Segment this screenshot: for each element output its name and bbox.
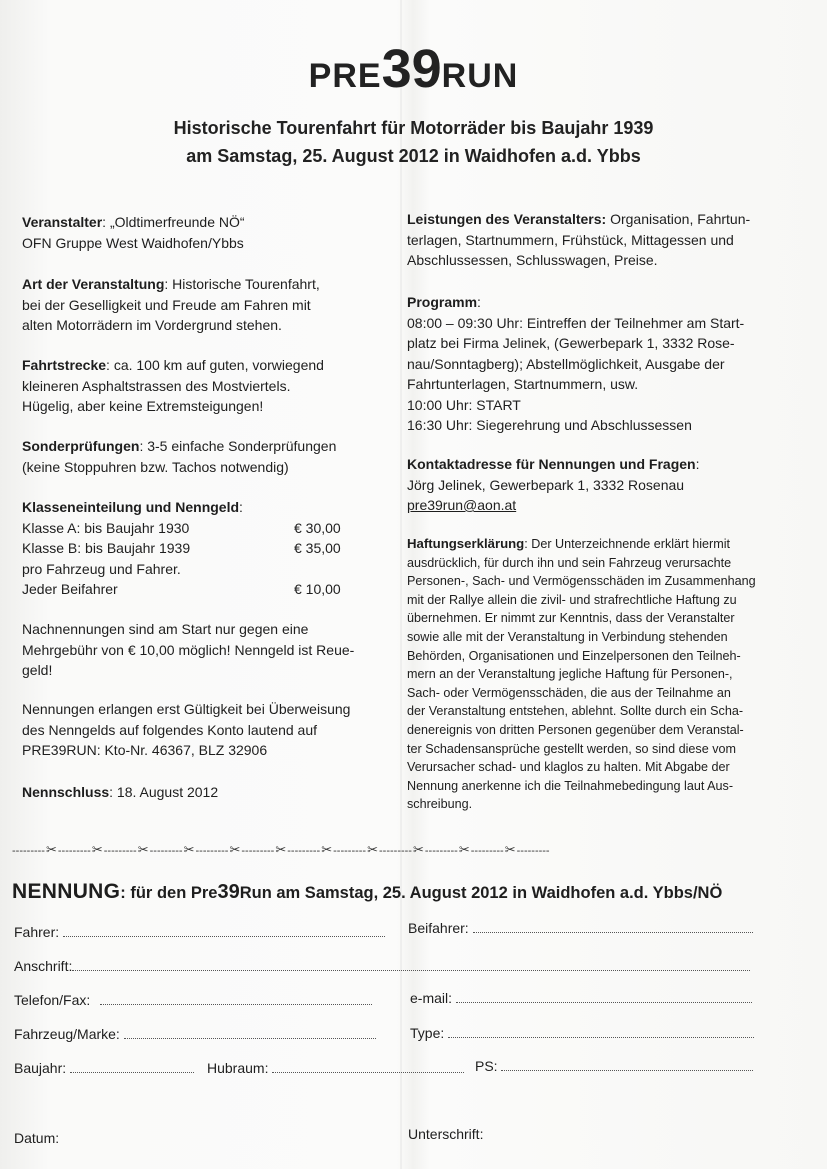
programm-label: Programm	[407, 294, 478, 310]
paper-fold	[400, 0, 402, 1169]
scissors-icon: ✂	[504, 842, 516, 856]
form-title-39: 39	[217, 881, 240, 903]
fahrzeug-field[interactable]	[14, 1026, 376, 1042]
scissors-icon: ✂	[367, 842, 378, 856]
ps-label: PS:	[475, 1058, 498, 1074]
art-label: Art der Veranstaltung	[22, 276, 165, 292]
klasse-b: Klasse B: bis Baujahr 1939	[22, 540, 191, 556]
strecke-block	[22, 355, 392, 417]
brand-39: 39	[381, 39, 442, 99]
scissors-icon: ✂	[458, 842, 470, 856]
haftung-line: Sach- oder Vermögensschäden, die aus der Teilnahme an	[407, 685, 731, 700]
art-text-2: bei der Geselligkeit und Freude am Fahren mit	[22, 296, 311, 313]
strecke-text-2: kleineren Asphaltstrassen des Mostviertels.	[22, 377, 291, 394]
kontakt-block	[407, 454, 807, 516]
haftung-line: übernehmen. Er nimmt zur Kenntnis, dass der Veranstalter	[407, 611, 735, 626]
kontakt-address: Jörg Jelinek, Gewerbepark 1, 3332 Rosenau	[407, 476, 685, 493]
strecke-text-1: : ca. 100 km auf guten, vorwiegend	[106, 357, 324, 373]
beifahrer-field[interactable]	[408, 920, 753, 936]
programm-line-4: Fahrtunterlagen, Startnummern, usw.	[407, 376, 639, 392]
scissors-icon: ✂	[91, 842, 103, 856]
fahrer-label: Fahrer:	[14, 924, 60, 940]
ps-input-line[interactable]	[501, 1058, 753, 1071]
schluss-label: Nennschluss	[22, 784, 110, 800]
fahrzeug-label: Fahrzeug/Marke:	[14, 1026, 120, 1042]
telefon-field[interactable]	[14, 992, 372, 1008]
schluss-text: : 18. August 2012	[109, 784, 219, 800]
form-title-part-1: : für den Pre	[120, 884, 218, 902]
left-column	[22, 212, 392, 253]
cut-line: ---------✂---------✂---------✂---------✂---------✂---------✂---------✂---------✂---------✂---------✂---------✂---------	[12, 842, 550, 856]
leistungen-label: Leistungen des Veranstalters:	[407, 211, 607, 227]
veranstalter-label: Veranstalter	[22, 214, 103, 230]
price-beifahrer: € 10,00	[294, 581, 341, 597]
scissors-icon: ✂	[45, 842, 57, 856]
sonder-text-2: (keine Stoppuhren bzw. Tachos notwendig)	[22, 458, 289, 475]
nach-text-3: geld!	[22, 662, 53, 678]
beifahrer-input-line[interactable]	[473, 920, 753, 933]
hubraum-field[interactable]	[207, 1060, 464, 1076]
email-label: e-mail:	[410, 990, 453, 1006]
subtitle-line-1: Historische Tourenfahrt für Motorräder bis Baujahr 1939	[173, 118, 654, 138]
gueltig-text-2: des Nenngelds auf folgendes Konto lautend auf	[22, 721, 318, 738]
form-title-main: NENNUNG	[12, 880, 121, 903]
haftung-line: der Veranstaltung entstehen, ablehnt. Sollte durch ein Scha-	[407, 704, 744, 719]
brand-run: RUN	[441, 57, 519, 95]
nennschluss-block	[22, 782, 392, 803]
veranstalter-block	[22, 212, 392, 233]
klassen-block	[22, 497, 392, 600]
anschrift-input-line[interactable]	[72, 958, 750, 971]
fahrer-field[interactable]	[14, 924, 385, 940]
beifahrer-fee-label: Jeder Beifahrer	[22, 581, 118, 597]
nach-text-2: Mehrgebühr von € 10,00 möglich! Nenngeld ist Reue-	[22, 641, 355, 658]
baujahr-input-line[interactable]	[70, 1060, 194, 1073]
scissors-icon: ✂	[275, 842, 287, 856]
unterschrift-label: Unterschrift:	[408, 1126, 484, 1142]
hubraum-input-line[interactable]	[272, 1060, 464, 1073]
programm-line-5: 10:00 Uhr: START	[407, 396, 521, 413]
scissors-icon: ✂	[229, 842, 241, 856]
strecke-label: Fahrtstrecke	[22, 357, 107, 373]
sonder-text-1: : 3-5 einfache Sonderprüfungen	[139, 438, 337, 454]
leistungen-text-2: terlagen, Startnummern, Frühstück, Mittagessen und	[407, 231, 734, 248]
price-a: € 30,00	[294, 519, 341, 536]
scissors-icon: ✂	[137, 842, 149, 856]
haftung-line: Nennung anerkenne ich die Teilnahmebedingung laut Aus-	[407, 778, 734, 793]
haftung-line: Verursacher schad- und klaglos zu halten. Mit Abgabe der	[407, 760, 730, 775]
klasse-a: Klasse A: bis Baujahr 1930	[22, 519, 190, 536]
programm-line-1: 08:00 – 09:30 Uhr: Eintreffen der Teilnehmer am Start-	[407, 314, 745, 331]
haftung-line: sowie alle mit der Veranstaltung in Verbindung stehenden	[407, 629, 728, 644]
type-input-line[interactable]	[448, 1025, 754, 1038]
haftung-block	[407, 535, 817, 814]
haftung-line: : Der Unterzeichnende erklärt hiermit	[524, 537, 731, 551]
baujahr-field[interactable]	[14, 1060, 194, 1076]
haftung-line: Behörden, Organisationen und Einzelpersonen den Teilneh-	[407, 648, 741, 663]
nachnennung-block	[22, 619, 392, 681]
type-field[interactable]	[410, 1025, 754, 1041]
programm-colon: :	[477, 294, 481, 310]
anschrift-field[interactable]	[14, 958, 750, 974]
klassen-colon: :	[239, 499, 243, 515]
kontakt-colon: :	[695, 456, 700, 472]
haftung-line: Personen-, Sach- und Vermögensschäden im Zusammenhang	[407, 574, 756, 589]
haftung-line: schreibung.	[407, 797, 473, 812]
gueltig-text-3: PRE39RUN: Kto-Nr. 46367, BLZ 32906	[22, 742, 268, 758]
kontakt-email-link[interactable]: pre39run@aon.at	[407, 497, 517, 513]
baujahr-label: Baujahr:	[14, 1060, 67, 1076]
fahrer-input-line[interactable]	[63, 924, 385, 937]
veranstalter-text: : „Oldtimerfreunde NÖ“	[102, 214, 245, 230]
subtitle-line-2: am Samstag, 25. August 2012 in Waidhofen a.d. Ybbs	[186, 146, 641, 166]
gueltigkeit-block	[22, 699, 392, 761]
programm-line-3: nau/Sonntagberg); Abstellmöglichkeit, Ausgabe der	[407, 355, 725, 372]
klassen-label: Klasseneinteilung und Nenngeld	[22, 499, 240, 515]
datum-label: Datum:	[14, 1130, 60, 1146]
scissors-icon: ✂	[412, 842, 424, 856]
brand-pre: PRE	[308, 57, 382, 95]
haftung-line: ter Schadensansprüche gestellt werden, so sind diese vom	[407, 741, 737, 756]
programm-line-2: platz bei Firma Jelinek, (Gewerbepark 1, 3332 Rose-	[407, 335, 735, 351]
form-title-part-2: Run am Samstag, 25. August 2012 in Waidhofen a.d. Ybbs/NÖ	[239, 884, 723, 902]
hubraum-label: Hubraum:	[207, 1060, 269, 1076]
scissors-icon: ✂	[321, 842, 333, 856]
ps-field[interactable]	[475, 1058, 753, 1074]
sonder-block	[22, 436, 392, 477]
art-text-3: alten Motorrädern im Vordergrund stehen.	[22, 317, 282, 333]
telefon-label: Telefon/Fax:	[14, 992, 91, 1008]
haftung-line: mern an der Veranstaltung jegliche Haftung für Personen-,	[407, 667, 733, 682]
unterschrift-field[interactable]	[408, 1126, 483, 1142]
art-block	[22, 274, 392, 336]
leistungen-text-1: Organisation, Fahrtun-	[606, 211, 751, 227]
leistungen-block	[407, 209, 807, 271]
haftung-line: mit der Rallye allein die zivil- und strafrechtliche Haftung zu	[407, 592, 737, 607]
event-logo-title	[0, 38, 827, 100]
haftung-line: denereignis von dritten Personen gegenüber dem Veranstal-	[407, 722, 744, 737]
programm-block	[407, 292, 807, 436]
fahrzeug-input-line[interactable]	[124, 1026, 376, 1039]
pro-fahrzeug: pro Fahrzeug und Fahrer.	[22, 560, 181, 577]
kontakt-label: Kontaktadresse für Nennungen und Fragen	[407, 456, 696, 472]
strecke-text-3: Hügelig, aber keine Extremsteigungen!	[22, 398, 264, 414]
leistungen-text-3: Abschlussessen, Schlusswagen, Preise.	[407, 252, 658, 268]
telefon-input-line[interactable]	[100, 992, 372, 1005]
sonder-label: Sonderprüfungen	[22, 438, 140, 454]
gueltig-text-1: Nennungen erlangen erst Gültigkeit bei Überweisung	[22, 701, 351, 717]
type-label: Type:	[410, 1025, 445, 1041]
email-field[interactable]	[410, 990, 752, 1006]
art-text-1: : Historische Tourenfahrt,	[164, 276, 320, 292]
programm-line-6: 16:30 Uhr: Siegerehrung und Abschlussessen	[407, 417, 692, 433]
form-title	[12, 880, 722, 904]
scissors-icon: ✂	[183, 842, 195, 856]
email-input-line[interactable]	[456, 990, 752, 1003]
haftung-label: Haftungserklärung	[407, 536, 525, 551]
nach-text-1: Nachnennungen sind am Start nur gegen eine	[22, 621, 309, 637]
beifahrer-label: Beifahrer:	[408, 920, 469, 936]
anschrift-label: Anschrift:	[14, 958, 73, 974]
veranstalter-group: OFN Gruppe West Waidhofen/Ybbs	[22, 234, 244, 251]
datum-field[interactable]	[14, 1130, 59, 1146]
price-b: € 35,00	[294, 540, 341, 556]
haftung-line: ausdrücklich, für durch ihn und sein Fahrzeug verursachte	[407, 555, 732, 570]
